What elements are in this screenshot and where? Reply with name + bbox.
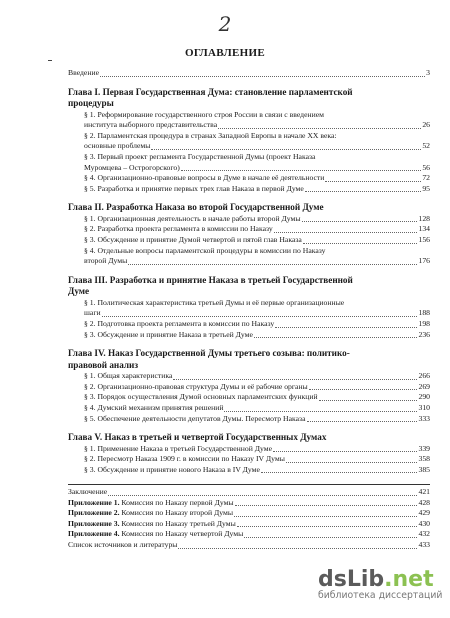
back-matter-label [68, 540, 177, 551]
back-matter-text: Список источников и литературы [68, 539, 178, 549]
back-matter-row[interactable] [68, 508, 430, 519]
back-matter-page: 432 [418, 529, 430, 539]
toc-section-page: 56 [422, 162, 430, 172]
back-matter-text: Заключение [68, 487, 108, 496]
toc-section-page: 339 [418, 443, 430, 453]
toc-section-label: § 1. Применение Наказа в третьей Государственной Думе [84, 443, 273, 453]
toc-intro-page: 3 [426, 68, 430, 77]
toc-section-page: 333 [418, 413, 430, 423]
watermark [318, 567, 448, 615]
appendix-number: Приложение 2. [68, 508, 120, 518]
leader-dots [325, 181, 421, 182]
leader-dots [286, 462, 418, 463]
leader-dots [305, 191, 421, 192]
chapter-heading [68, 202, 430, 214]
leader-dots [274, 232, 418, 233]
toc-section-label: основные проблемы [84, 141, 151, 151]
chapter-heading [68, 275, 430, 298]
back-matter-page: 433 [418, 539, 430, 549]
back-matter-row[interactable] [68, 487, 430, 498]
toc-section-line: § 1. Реформирование государственного строя России в связи с введением [84, 109, 324, 119]
toc-section-page: 310 [418, 402, 430, 412]
toc-section-row[interactable] [68, 214, 430, 225]
page-number: 2 [218, 12, 232, 36]
chapter-title: Глава I. Первая Государственная Дума: становление парламентской [68, 86, 353, 97]
back-matter-row[interactable] [68, 529, 430, 540]
back-matter-page: 428 [418, 497, 430, 507]
toc-section-page: 269 [418, 381, 430, 391]
back-matter-page: 430 [418, 518, 430, 528]
leader-dots [261, 472, 418, 473]
chapter-title: Глава II. Разработка Наказа во второй Государственной Думе [68, 202, 324, 213]
toc-section-page: 72 [422, 173, 430, 183]
toc-section-row[interactable] [68, 256, 430, 267]
back-matter-text: Комиссия по Наказу первой Думы [119, 497, 234, 507]
toc-section-page: 236 [418, 329, 430, 339]
toc-section-row[interactable] [68, 454, 430, 465]
leader-dots [319, 400, 418, 401]
chapter-heading [68, 432, 430, 444]
toc-section-label: § 2. Разработка проекта регламента в комиссии по Наказу [84, 224, 273, 234]
toc-section-row[interactable] [68, 173, 430, 184]
appendix-number: Приложение 1. [68, 497, 120, 507]
toc-section-page: 26 [422, 120, 430, 130]
chapter-title: Глава III. Разработка и принятие Наказа в третьей Государственной [68, 274, 353, 285]
toc-intro-row[interactable] [68, 68, 430, 79]
leader-dots [178, 548, 417, 549]
toc-section-label: института выборного представительства [84, 120, 218, 130]
toc-section-row[interactable] [68, 184, 430, 195]
chapter-title-continued: процедуры [68, 98, 114, 109]
toc-section-row[interactable] [68, 414, 430, 425]
leader-dots [273, 451, 417, 452]
back-matter-label [68, 508, 233, 519]
back-matter-page: 429 [418, 508, 430, 518]
leader-dots [302, 221, 418, 222]
side-mark [48, 60, 52, 61]
separator-line-spacer [68, 475, 430, 476]
toc-section-label: § 4. Думский механизм принятия решений [84, 402, 224, 412]
back-matter-label [68, 498, 234, 509]
toc-section-row[interactable] [68, 371, 430, 382]
back-matter-page: 421 [418, 487, 430, 496]
toc-section-row[interactable] [68, 382, 430, 393]
toc-section-page: 385 [418, 464, 430, 474]
leader-dots [151, 149, 421, 150]
leader-dots [100, 76, 425, 77]
toc-section-label: Муромцева – Острогорского) [84, 162, 180, 172]
chapter-title-continued: правовой анализ [68, 359, 139, 370]
toc-section-line: § 3. Первый проект регламента Государственной Думы (проект Наказа [84, 151, 316, 161]
chapter-title: Глава IV. Наказ Государственной Думы третьего созыва: политико- [68, 348, 350, 359]
table-of-contents [68, 68, 430, 476]
leader-dots [108, 495, 417, 496]
toc-section-label: шаги [84, 308, 101, 318]
toc-section-page: 95 [422, 183, 430, 193]
toc-section-label: § 2. Подготовка проекта регламента в комиссии по Наказу [84, 319, 275, 328]
back-matter-label [68, 487, 107, 498]
back-matter-separator [68, 484, 430, 485]
toc-section-page: 128 [418, 213, 430, 223]
leader-dots [181, 170, 422, 171]
toc-section-page: 198 [418, 319, 430, 328]
back-matter-row[interactable] [68, 540, 430, 551]
toc-section-row[interactable] [68, 163, 430, 174]
toc-section-page: 358 [418, 454, 430, 464]
chapters-list [68, 87, 430, 476]
toc-section-label: § 5. Разработка и принятие первых трех глав Наказа в первой Думе [84, 183, 304, 193]
toc-section-row[interactable] [68, 120, 430, 131]
leader-dots [237, 526, 418, 527]
toc-section-row[interactable] [68, 141, 430, 152]
toc-section-label: § 3. Обсуждение и принятие нового Наказа в IV Думе [84, 464, 260, 474]
toc-section-line: § 2. Парламентская процедура в странах Западной Европы в начале XX века: [84, 130, 337, 140]
toc-section-row[interactable] [68, 444, 430, 455]
chapter-heading [68, 87, 430, 110]
toc-section-row[interactable] [68, 330, 430, 341]
chapter-heading [68, 348, 430, 371]
toc-section-row[interactable] [68, 224, 430, 235]
leader-dots [128, 264, 417, 265]
watermark-subtitle: библиотека диссертаций [318, 590, 443, 601]
leader-dots [275, 327, 417, 328]
toc-section-page: 52 [422, 141, 430, 151]
back-matter-text: Комиссия по Наказу четвертой Думы [119, 529, 244, 539]
toc-section-label: § 4. Организационно-правовые вопросы в Думе в начале её деятельности [84, 173, 325, 183]
back-matter-list [68, 487, 430, 551]
toc-section-label: § 3. Обсуждение и принятие Думой четвертой и пятой глав Наказа [84, 235, 302, 245]
back-matter-row[interactable] [68, 519, 430, 530]
appendix-number: Приложение 4. [68, 529, 120, 539]
toc-section-label: § 3. Обсуждение и принятие Наказа в третьей Думе [84, 329, 253, 339]
back-matter-text: Комиссия по Наказу третьей Думы [119, 518, 236, 528]
toc-section-label: § 2. Пересмотр Наказа 1909 г. в комиссии по Наказу IV Думы [84, 454, 285, 464]
leader-dots [102, 316, 418, 317]
leader-dots [303, 243, 418, 244]
back-matter-row[interactable] [68, 498, 430, 509]
watermark-logo [318, 567, 448, 592]
back-matter-text: Комиссия по Наказу второй Думы [119, 508, 234, 518]
toc-section-page: 176 [418, 256, 430, 266]
toc-section-row[interactable] [68, 392, 430, 403]
toc-section-label: § 3. Порядок осуществления Думой основных парламентских функций [84, 392, 318, 402]
toc-section-page: 266 [418, 371, 430, 381]
toc-section-row[interactable] [68, 308, 430, 319]
toc-section-page: 290 [418, 392, 430, 402]
leader-dots [218, 128, 421, 129]
toc-section-label: § 5. Обеспечение деятельности депутатов Думы. Пересмотр Наказа [84, 413, 306, 423]
toc-section-row[interactable] [68, 403, 430, 414]
leader-dots [244, 537, 417, 538]
leader-dots [309, 389, 418, 390]
appendix-number: Приложение 3. [68, 518, 120, 528]
leader-dots [173, 379, 417, 380]
toc-section-page: 134 [418, 224, 430, 234]
page-title: ОГЛАВЛЕНИЕ [185, 47, 265, 59]
toc-section-label: § 1. Организационная деятельность в начале работы второй Думы [84, 213, 301, 223]
leader-dots [307, 421, 418, 422]
watermark-brand-main: dsLib [318, 567, 385, 592]
toc-section-row[interactable] [68, 465, 430, 476]
toc-section-label: § 1. Общая характеристика [84, 371, 173, 381]
chapter-title-continued: Думе [68, 286, 90, 297]
toc-section-line: § 1. Политическая характеристика третьей Думы и её первые организационные [84, 297, 345, 307]
toc-section-label: § 2. Организационно-правовая структура Думы и её рабочие органы [84, 381, 308, 391]
back-matter-label [68, 519, 236, 530]
chapter-title: Глава V. Наказ в третьей и четвертой Государственных Думах [68, 432, 327, 443]
toc-intro-label: Введение [68, 68, 99, 77]
toc-section-row[interactable] [68, 235, 430, 246]
toc-section-row[interactable] [68, 319, 430, 330]
leader-dots [235, 505, 418, 506]
leader-dots [254, 337, 418, 338]
leader-dots [224, 411, 417, 412]
toc-section-page: 188 [418, 308, 430, 318]
leader-dots [234, 516, 417, 517]
toc-section-label: второй Думы [84, 256, 128, 266]
toc-section-line: § 4. Отдельные вопросы парламентской процедуры в комиссии по Наказу [84, 245, 326, 255]
watermark-brand-tld: .net [384, 567, 434, 592]
back-matter-label [68, 529, 243, 540]
toc-section-page: 156 [418, 235, 430, 245]
